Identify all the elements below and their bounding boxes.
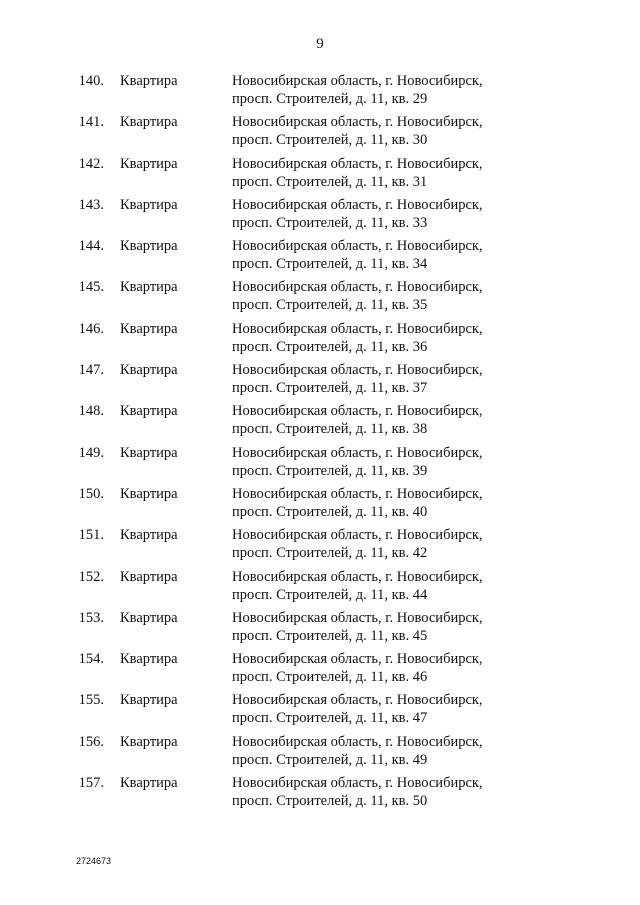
item-address-line-1: Новосибирская область, г. Новосибирск,	[232, 692, 483, 709]
item-address-line-2: просп. Строителей, д. 11, кв. 40	[232, 503, 428, 520]
item-number: 142.	[78, 155, 104, 172]
list-item	[0, 485, 640, 526]
item-address-line-1: Новосибирская область, г. Новосибирск,	[232, 444, 483, 461]
item-address-line-2: просп. Строителей, д. 11, кв. 33	[232, 214, 428, 231]
item-address-line-2: просп. Строителей, д. 11, кв. 44	[232, 586, 428, 603]
item-number: 148.	[78, 403, 104, 420]
item-number: 141.	[78, 114, 104, 131]
item-number: 146.	[78, 320, 104, 337]
item-address	[232, 691, 532, 727]
item-number: 149.	[78, 444, 104, 461]
item-type: Квартира	[120, 73, 178, 89]
item-address-line-1: Новосибирская область, г. Новосибирск,	[232, 320, 483, 337]
list-item	[0, 320, 640, 361]
list-item	[0, 609, 640, 650]
item-address	[232, 278, 532, 314]
list-item	[0, 237, 640, 278]
list-item	[0, 278, 640, 319]
item-address	[232, 196, 532, 232]
item-address-line-1: Новосибирская область, г. Новосибирск,	[232, 279, 483, 296]
item-address-line-1: Новосибирская область, г. Новосибирск,	[232, 651, 483, 668]
item-address-line-1: Новосибирская область, г. Новосибирск,	[232, 362, 483, 379]
item-number: 154.	[78, 651, 104, 668]
item-type: Квартира	[120, 196, 178, 213]
item-type: Квартира	[120, 403, 178, 420]
item-type: Квартира	[120, 609, 178, 626]
item-type: Квартира	[120, 114, 178, 131]
list-item	[0, 774, 640, 815]
list-item	[0, 196, 640, 237]
list-item	[0, 691, 640, 732]
property-list	[0, 72, 640, 815]
item-address-line-2: просп. Строителей, д. 11, кв. 50	[232, 793, 428, 810]
list-item	[0, 155, 640, 196]
item-number: 152.	[78, 568, 104, 585]
item-address-line-1: Новосибирская область, г. Новосибирск,	[232, 196, 483, 213]
item-number: 156.	[78, 733, 104, 750]
item-address-line-2: просп. Строителей, д. 11, кв. 47	[232, 710, 428, 727]
item-address	[232, 237, 532, 273]
item-type: Квартира	[120, 775, 178, 792]
item-type: Квартира	[120, 733, 178, 750]
item-number: 144.	[78, 238, 104, 255]
item-address	[232, 113, 532, 149]
list-item	[0, 402, 640, 443]
item-address-line-2: просп. Строителей, д. 11, кв. 34	[232, 256, 428, 273]
item-address-line-1: Новосибирская область, г. Новосибирск,	[232, 733, 483, 750]
item-number: 155.	[78, 692, 104, 709]
document-code: 2724673	[76, 856, 112, 866]
item-address-line-2: просп. Строителей, д. 11, кв. 30	[232, 132, 428, 149]
item-number: 157.	[78, 775, 104, 792]
item-address	[232, 361, 532, 397]
item-number: 140.	[78, 73, 104, 89]
item-number: 145.	[78, 279, 104, 296]
list-item	[0, 72, 640, 113]
item-type: Квартира	[120, 362, 178, 379]
item-number: 151.	[78, 527, 104, 544]
item-address	[232, 609, 532, 645]
item-address-line-2: просп. Строителей, д. 11, кв. 45	[232, 627, 428, 644]
item-address	[232, 320, 532, 356]
item-type: Квартира	[120, 444, 178, 461]
item-number: 153.	[78, 609, 104, 626]
item-address	[232, 733, 532, 769]
item-address-line-1: Новосибирская область, г. Новосибирск,	[232, 238, 483, 255]
item-address	[232, 774, 532, 810]
item-address-line-1: Новосибирская область, г. Новосибирск,	[232, 775, 483, 792]
item-address-line-2: просп. Строителей, д. 11, кв. 46	[232, 669, 428, 686]
list-item	[0, 444, 640, 485]
item-address	[232, 444, 532, 480]
item-address	[232, 402, 532, 438]
item-address-line-2: просп. Строителей, д. 11, кв. 39	[232, 462, 428, 479]
item-address-line-2: просп. Строителей, д. 11, кв. 49	[232, 751, 428, 768]
item-type: Квартира	[120, 485, 178, 502]
item-type: Квартира	[120, 692, 178, 709]
item-address-line-2: просп. Строителей, д. 11, кв. 29	[232, 91, 428, 107]
item-type: Квартира	[120, 279, 178, 296]
item-address-line-1: Новосибирская область, г. Новосибирск,	[232, 568, 483, 585]
item-type: Квартира	[120, 320, 178, 337]
item-address-line-1: Новосибирская область, г. Новосибирск,	[232, 609, 483, 626]
list-item	[0, 113, 640, 154]
item-address-line-2: просп. Строителей, д. 11, кв. 35	[232, 297, 428, 314]
item-address-line-2: просп. Строителей, д. 11, кв. 37	[232, 380, 428, 397]
item-number: 150.	[78, 485, 104, 502]
item-address	[232, 72, 532, 108]
list-item	[0, 650, 640, 691]
page-number: 9	[316, 36, 324, 52]
item-address-line-1: Новосибирская область, г. Новосибирск,	[232, 155, 483, 172]
item-number: 147.	[78, 362, 104, 379]
item-address-line-2: просп. Строителей, д. 11, кв. 42	[232, 545, 428, 562]
item-address	[232, 650, 532, 686]
item-address-line-2: просп. Строителей, д. 11, кв. 38	[232, 421, 428, 438]
item-address-line-2: просп. Строителей, д. 11, кв. 36	[232, 338, 428, 355]
item-number: 143.	[78, 196, 104, 213]
item-address	[232, 526, 532, 562]
item-address-line-1: Новосибирская область, г. Новосибирск,	[232, 527, 483, 544]
list-item	[0, 733, 640, 774]
item-type: Квартира	[120, 651, 178, 668]
item-type: Квартира	[120, 527, 178, 544]
item-address-line-2: просп. Строителей, д. 11, кв. 31	[232, 173, 428, 190]
item-type: Квартира	[120, 568, 178, 585]
list-item	[0, 361, 640, 402]
item-address	[232, 568, 532, 604]
list-item	[0, 526, 640, 567]
item-address-line-1: Новосибирская область, г. Новосибирск,	[232, 403, 483, 420]
item-address-line-1: Новосибирская область, г. Новосибирск,	[232, 73, 483, 89]
item-address	[232, 155, 532, 191]
item-address-line-1: Новосибирская область, г. Новосибирск,	[232, 114, 483, 131]
item-address-line-1: Новосибирская область, г. Новосибирск,	[232, 485, 483, 502]
item-type: Квартира	[120, 155, 178, 172]
item-type: Квартира	[120, 238, 178, 255]
item-address	[232, 485, 532, 521]
list-item	[0, 568, 640, 609]
